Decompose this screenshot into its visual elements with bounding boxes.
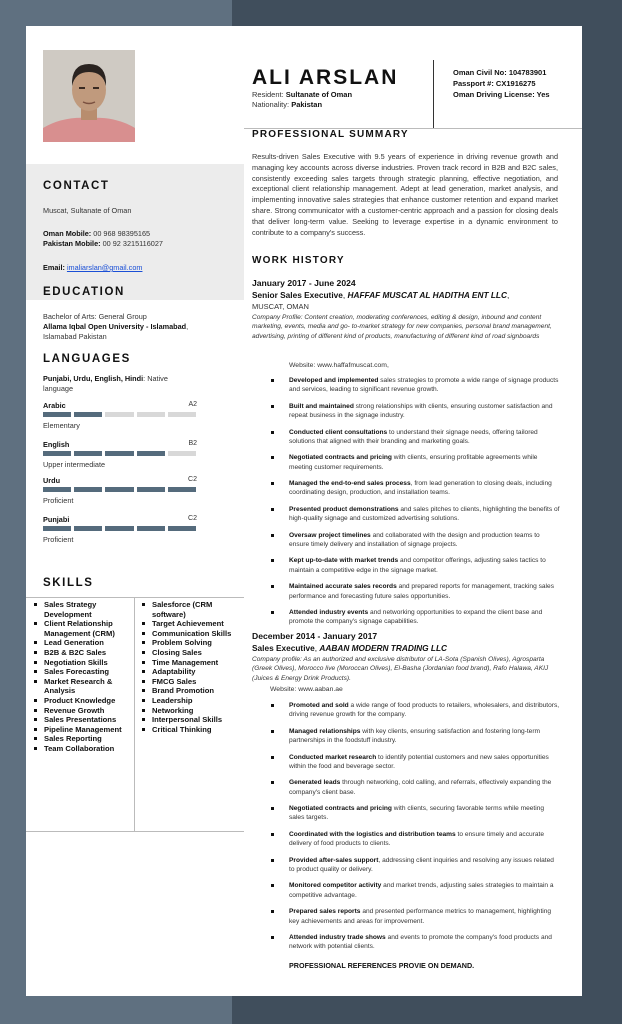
duty-lead: Negotiated contracts and pricing	[289, 805, 392, 813]
level-segment	[168, 451, 196, 456]
duty-item	[268, 531, 560, 550]
level-segment	[137, 487, 165, 492]
education-university: Allama Iqbal Open University - Islamabad,	[43, 322, 189, 331]
duty-text: to understand their signage needs, offering tailored solutions that aligned with their branding and marketing goals.	[289, 428, 538, 445]
duty-text: and prepared reports for management, tracking sales performance and forecasting future sales opportunities.	[289, 583, 554, 600]
skill-item: Target Achievement	[140, 619, 240, 629]
duty-lead: Conducted client consultations	[289, 428, 388, 436]
duty-text: and networking opportunities to expand the client base and promote the company's signage capabilities.	[289, 609, 543, 626]
full-name: ALI ARSLAN	[252, 66, 399, 89]
skill-item: Team Collaboration	[32, 744, 132, 754]
job2-dates: December 2014 - January 2017	[252, 631, 378, 641]
skill-item: Brand Promotion	[140, 686, 240, 696]
skill-item: Negotiation Skills	[32, 658, 132, 668]
language-level-bar	[43, 526, 196, 531]
skill-item: Adaptability	[140, 667, 240, 677]
duty-lead: Attended industry trade shows	[289, 934, 386, 942]
level-segment	[105, 487, 133, 492]
duty-text: and sales pitches to clients, highlighting the benefits of high-quality signage and customized advertising solutions.	[289, 505, 560, 523]
level-segment	[137, 451, 165, 456]
duty-text: , from lead generation to closing deals, including coordinating design, production, and installation teams.	[289, 480, 552, 497]
skill-item: Sales Reporting	[32, 734, 132, 744]
skill-item: Market Research & Analysis	[32, 677, 132, 696]
duty-item	[268, 479, 560, 498]
skill-item: Client Relationship Management (CRM)	[32, 619, 132, 638]
skill-item: Critical Thinking	[140, 725, 240, 735]
duty-text: , addressing client inquiries and resolving any issues related to product quality or delivery.	[289, 856, 554, 873]
language-level: Proficient	[43, 535, 74, 544]
job1-duties	[268, 376, 560, 634]
skill-item: Communication Skills	[140, 629, 240, 639]
duty-text: and competitor offerings, adjusting sales tactics to maintain a competitive edge in the signage market.	[289, 557, 546, 574]
level-segment	[74, 412, 102, 417]
duty-text: with clients, securing favorable terms while meeting sales targets.	[289, 805, 545, 822]
duty-text: and market trends, adjusting sales strategies to maintain a competitive advantage.	[289, 882, 554, 899]
skill-item: B2B & B2C Sales	[32, 648, 132, 658]
duty-text: through networking, cold calling, and referrals, effectively expanding the company's client base.	[289, 779, 552, 796]
duty-item	[268, 933, 560, 952]
duty-text: and events to promote the company's food products and network with potential clients.	[289, 934, 552, 951]
id-info	[453, 67, 550, 101]
left-column	[26, 26, 244, 996]
duty-text: to ensure timely and accurate delivery of food products to clients.	[289, 830, 545, 848]
level-segment	[105, 451, 133, 456]
skill-item: Product Knowledge	[32, 696, 132, 706]
oman-mobile: Oman Mobile: 00 968 98395165	[43, 229, 151, 238]
language-level-bar	[43, 487, 196, 492]
job1-location: MUSCAT, OMAN	[252, 302, 309, 311]
level-segment	[168, 526, 196, 531]
skills-divider	[134, 598, 135, 832]
right-column	[244, 26, 582, 996]
duty-item	[268, 907, 560, 926]
duty-lead: Kept up-to-date with market trends	[289, 557, 399, 565]
skill-item: Leadership	[140, 696, 240, 706]
duty-item	[268, 402, 560, 421]
languages-heading: LANGUAGES	[43, 353, 131, 365]
duty-text: and presented performance metrics to management, highlighting key achievements and areas for improvement.	[289, 908, 552, 925]
level-segment	[168, 412, 196, 417]
duty-lead: Generated leads	[289, 779, 341, 787]
contact-heading: CONTACT	[43, 180, 110, 192]
duty-item	[268, 856, 560, 875]
skills-column-1	[32, 600, 132, 754]
skill-item: Sales Presentations	[32, 715, 132, 725]
language-code: C2	[188, 515, 197, 522]
education-heading: EDUCATION	[43, 286, 125, 298]
language-level-bar	[43, 451, 196, 456]
duty-lead: Conducted market research	[289, 753, 377, 761]
job2-website: Website: www.aaban.ae	[270, 686, 343, 693]
pakistan-mobile: Pakistan Mobile: 00 92 3215116027	[43, 239, 163, 248]
level-segment	[43, 412, 71, 417]
duty-item	[268, 701, 560, 720]
language-code: A2	[188, 401, 197, 408]
civil-number: Oman Civil No: 104783901	[453, 68, 547, 77]
email-link[interactable]: imaliarslan@gmail.com	[66, 263, 143, 272]
native-languages: Punjabi, Urdu, English, Hindi: Native	[43, 374, 168, 383]
duty-item	[268, 608, 560, 627]
skill-item: Sales Forecasting	[32, 667, 132, 677]
driving-license: Oman Driving License: Yes	[453, 90, 550, 100]
level-segment	[105, 412, 133, 417]
skill-item: Lead Generation	[32, 638, 132, 648]
duty-lead: Maintained accurate sales records	[289, 583, 397, 591]
level-segment	[74, 451, 102, 456]
duty-item	[268, 778, 560, 797]
duty-item	[268, 556, 560, 575]
level-segment	[168, 487, 196, 492]
duty-lead: Attended industry events	[289, 609, 369, 617]
duty-item	[268, 428, 560, 447]
resident-line: Resident: Sultanate of Oman	[252, 90, 353, 99]
job1-website: Website: www.haffafmuscat.com,	[289, 362, 389, 369]
level-segment	[43, 451, 71, 456]
language-name: English	[43, 440, 70, 449]
job2-profile: Company profile: As an authorized and exclusive distributor of LA-Sota (Spanish Olives), Agrosparta (Greek Olives), Morocco live (Moroccan Olives), El-Basha (Jordanian food brand), Rafo Halawa, AKIJ (Juices & Energy Drink Products).	[252, 656, 549, 682]
duty-item	[268, 505, 560, 524]
duty-item	[268, 753, 560, 772]
duty-item	[268, 830, 560, 849]
contact-location: Muscat, Sultanate of Oman	[43, 206, 132, 215]
level-segment	[137, 412, 165, 417]
skills-column-2	[140, 600, 240, 734]
passport-number: Passport #: CX1916275	[453, 79, 536, 89]
skill-item: Pipeline Management	[32, 725, 132, 735]
level-segment	[137, 526, 165, 531]
duty-text: with clients, ensuring profitable agreements while meeting customer requirements.	[289, 454, 538, 471]
duty-lead: Provided after-sales support	[289, 856, 379, 864]
skill-item: Sales Strategy Development	[32, 600, 132, 619]
duty-item	[268, 453, 560, 472]
profile-photo	[43, 50, 135, 142]
level-segment	[105, 526, 133, 531]
skill-item: Time Management	[140, 658, 240, 668]
skill-item: FMCG Sales	[140, 677, 240, 687]
skills-table	[26, 597, 244, 832]
summary-text: Results-driven Sales Executive with 9.5 years of experience in driving revenue growth and managing key accounts across diverse industries. Proven track record in B2B and B2C sales, consistently exceeding sales targets through strategic planning, effective negotiation, and exceptional client relationship management. Adept at lead generation, market analysis, and implementing innovative sales strategies that enhance customer retention and expand market share. Strong communicator with a customer-centric approach and a passion for closing deals that deliver long-term value. Seeking to leverage expertise in a dynamic environment to contribute to a company's success.	[252, 152, 558, 237]
duty-lead: Presented product demonstrations	[289, 505, 399, 513]
duty-lead: Built and maintained	[289, 402, 354, 410]
summary-heading: PROFESSIONAL SUMMARY	[252, 129, 409, 140]
duty-lead: Negotiated contracts and pricing	[289, 454, 392, 462]
level-segment	[74, 526, 102, 531]
job1-profile: Company Profile: Content creation, moderating conferences, editing & design, inbound and content marketing, events, media and go- to-market strategy for new companies, personal brand management, advertising, printing of different kind of products, manufacturing of different kind of road signboards	[252, 314, 552, 340]
skill-item: Closing Sales	[140, 648, 240, 658]
duty-item	[268, 881, 560, 900]
skill-item: Interpersonal Skills	[140, 715, 240, 725]
education-location: Islamabad Pakistan	[43, 332, 107, 341]
duty-text: a wide range of food products to retailers, wholesalers, and distributors, driving revenue growth for the company.	[289, 702, 560, 719]
duty-lead: Managed relationships	[289, 727, 361, 735]
duty-text: sales strategies to promote a wide range of signage products and services, leading to significant revenue growth.	[289, 377, 559, 394]
resume-page	[26, 26, 582, 996]
job1-dates: January 2017 - June 2024	[252, 278, 356, 288]
skill-item: Salesforce (CRM software)	[140, 600, 240, 619]
duty-lead: Managed the end-to-end sales process	[289, 480, 411, 488]
duty-lead: Prepared sales reports	[289, 908, 361, 916]
email-line: Email: imaliarslan@gmail.com	[43, 263, 143, 272]
level-segment	[43, 526, 71, 531]
skill-item: Networking	[140, 706, 240, 716]
duty-item	[268, 376, 560, 395]
duty-text: and collaborated with the design and production teams to ensure timely delivery and installation of signage projects.	[289, 531, 540, 548]
language-code: B2	[188, 440, 197, 447]
duty-lead: Promoted and sold	[289, 702, 349, 709]
education-degree: Bachelor of Arts: General Group	[43, 312, 147, 321]
job2-duties	[268, 701, 560, 959]
duty-item	[268, 582, 560, 601]
language-code: C2	[188, 476, 197, 483]
nationality-line: Nationality: Pakistan	[252, 100, 323, 109]
duty-lead: Coordinated with the logistics and distribution teams	[289, 830, 456, 838]
duty-lead: Monitored competitor activity	[289, 882, 382, 890]
duty-text: with key clients, ensuring satisfaction and fostering long-term partnerships in the foodstuff industry.	[289, 727, 541, 745]
language-level-bar	[43, 412, 196, 417]
skill-item: Problem Solving	[140, 638, 240, 648]
language-level: Elementary	[43, 421, 80, 430]
language-level: Upper intermediate	[43, 460, 106, 469]
skill-item: Revenue Growth	[32, 706, 132, 716]
level-segment	[43, 487, 71, 492]
language-level: Proficient	[43, 496, 74, 505]
skills-heading: SKILLS	[43, 577, 94, 589]
work-history-heading: WORK HISTORY	[252, 255, 345, 266]
job2-title: Sales Executive, AABAN MODERN TRADING LLC	[252, 643, 448, 653]
duty-lead: Developed and implemented	[289, 377, 379, 384]
level-segment	[74, 487, 102, 492]
language-name: Punjabi	[43, 515, 70, 524]
duty-text: strong relationships with clients, ensuring customer satisfaction and repeat business in the signage industry.	[289, 402, 553, 420]
references-note: PROFESSIONAL REFERENCES PROVIE ON DEMAND.	[289, 961, 475, 970]
duty-item	[268, 727, 560, 746]
duty-item	[268, 804, 560, 823]
language-name: Urdu	[43, 476, 61, 485]
duty-text: to identify potential customers and new sales opportunities within the food and beverage sector.	[289, 753, 549, 770]
header-divider	[433, 60, 434, 128]
duty-lead: Oversaw project timelines	[289, 531, 371, 539]
native-languages-line2: language	[43, 384, 74, 393]
job1-title: Senior Sales Executive, HAFFAF MUSCAT AL HADITHA ENT LLC,	[252, 290, 510, 300]
language-name: Arabic	[43, 401, 66, 410]
